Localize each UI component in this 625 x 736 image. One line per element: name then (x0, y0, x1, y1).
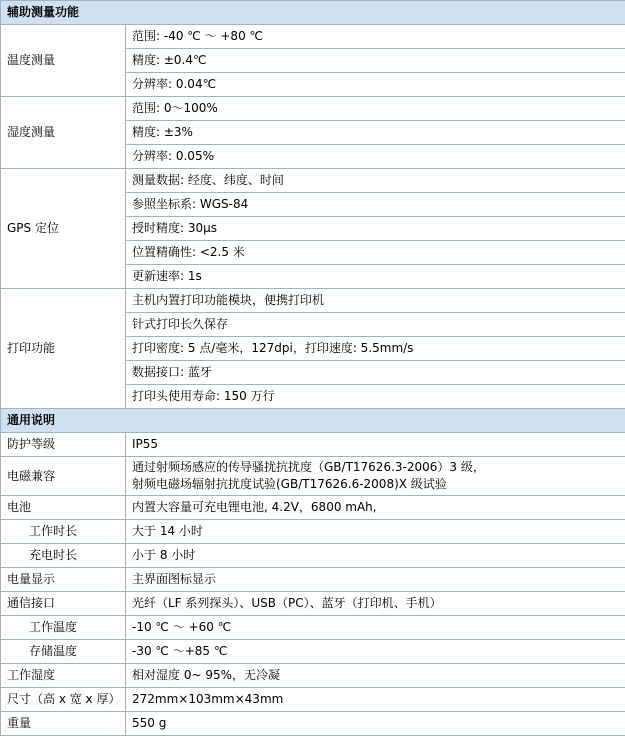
table-body (1, 1, 625, 736)
row-value: IP55 (126, 433, 625, 457)
row-value: 分辨率: 0.05% (126, 145, 625, 169)
row-value: 主界面图标显示 (126, 568, 625, 592)
row-label: 工作时长 (1, 520, 126, 544)
table-row (1, 640, 625, 664)
row-value: 打印密度: 5 点/毫米，127dpi，打印速度: 5.5mm/s (126, 337, 625, 361)
row-label: 充电时长 (1, 544, 126, 568)
row-label: 电池 (1, 496, 126, 520)
row-label: 存储温度 (1, 640, 126, 664)
table-row (1, 688, 625, 712)
row-value: 数据接口: 蓝牙 (126, 361, 625, 385)
row-value: 位置精确性: <2.5 米 (126, 241, 625, 265)
section-title: 通用说明 (1, 409, 625, 433)
row-value: 范围: 0～100% (126, 97, 625, 121)
row-label: GPS 定位 (1, 169, 126, 289)
section-title: 辅助测量功能 (1, 1, 625, 25)
row-value: -30 ℃ ～+85 ℃ (126, 640, 625, 664)
row-value: 针式打印长久保存 (126, 313, 625, 337)
section-header-row (1, 409, 625, 433)
row-value: 打印头使用寿命: 150 万行 (126, 385, 625, 409)
table-row (1, 289, 625, 313)
row-value: 更新速率: 1s (126, 265, 625, 289)
table-row (1, 520, 625, 544)
row-value: 分辨率: 0.04℃ (126, 73, 625, 97)
row-value: 272mm×103mm×43mm (126, 688, 625, 712)
row-label: 电磁兼容 (1, 457, 126, 496)
row-value: 内置大容量可充电锂电池, 4.2V，6800 mAh, (126, 496, 625, 520)
row-value: 相对湿度 0~ 95%，无冷凝 (126, 664, 625, 688)
table-row (1, 457, 625, 496)
table-row (1, 25, 625, 49)
section-header-row (1, 1, 625, 25)
table-row (1, 97, 625, 121)
table-row (1, 496, 625, 520)
table-row (1, 169, 625, 193)
row-value: 参照坐标系: WGS-84 (126, 193, 625, 217)
table-row (1, 544, 625, 568)
row-label: 打印功能 (1, 289, 126, 409)
row-value: 范围: -40 ℃ ～ +80 ℃ (126, 25, 625, 49)
row-label: 重量 (1, 712, 126, 736)
row-label: 电量显示 (1, 568, 126, 592)
row-value: 精度: ±3% (126, 121, 625, 145)
row-value: 通过射频场感应的传导骚扰抗扰度（GB/T17626.3-2006）3 级， 射频电磁场辐射抗扰度试验(GB/T17626.6-2008)X 级试验 (126, 457, 625, 496)
table-row (1, 616, 625, 640)
row-value: 小于 8 小时 (126, 544, 625, 568)
row-value: 大于 14 小时 (126, 520, 625, 544)
row-label: 防护等级 (1, 433, 126, 457)
table-row (1, 712, 625, 736)
table-row (1, 592, 625, 616)
row-value: 550 g (126, 712, 625, 736)
row-value: 测量数据: 经度、纬度、时间 (126, 169, 625, 193)
row-label: 尺寸（高 x 宽 x 厚） (1, 688, 126, 712)
row-value: -10 ℃ ～ +60 ℃ (126, 616, 625, 640)
table-row (1, 568, 625, 592)
row-label: 工作湿度 (1, 664, 126, 688)
table-row (1, 433, 625, 457)
row-label: 湿度测量 (1, 97, 126, 169)
row-value: 主机内置打印功能模块，便携打印机 (126, 289, 625, 313)
row-value: 授时精度: 30μs (126, 217, 625, 241)
row-label: 通信接口 (1, 592, 126, 616)
table-row (1, 664, 625, 688)
row-label: 工作温度 (1, 616, 126, 640)
row-label: 温度测量 (1, 25, 126, 97)
row-value: 光纤（LF 系列探头）、USB（PC）、蓝牙（打印机、手机） (126, 592, 625, 616)
row-value: 精度: ±0.4℃ (126, 49, 625, 73)
